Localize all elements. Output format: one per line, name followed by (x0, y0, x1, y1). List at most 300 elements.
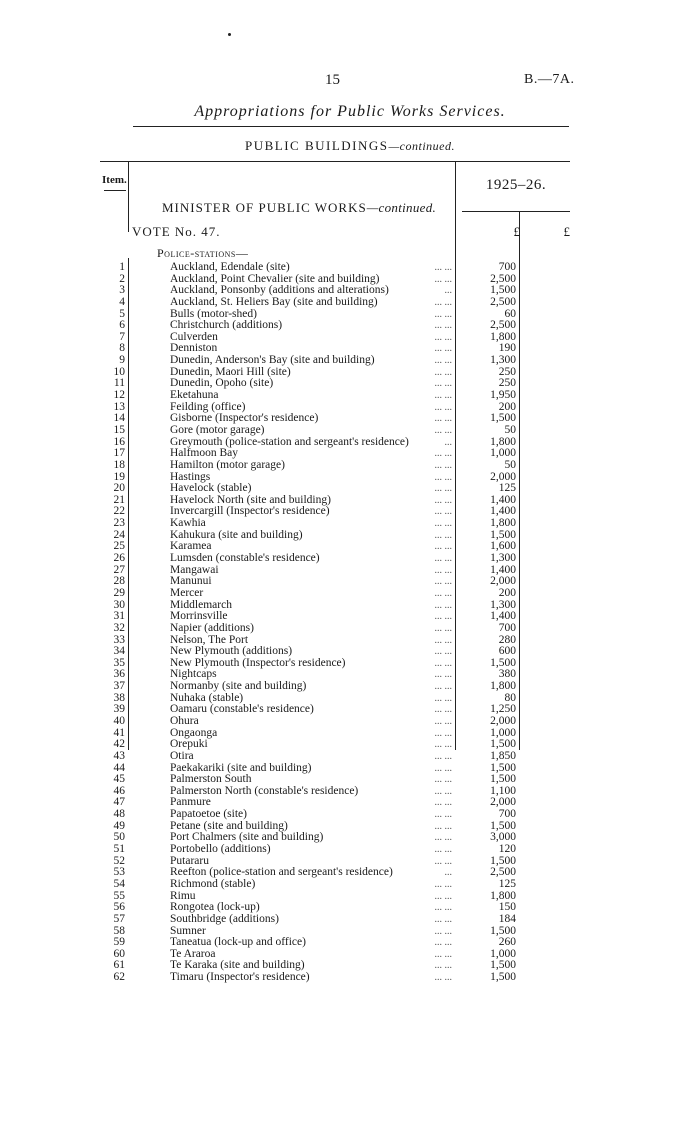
dot-leader: ... ... (434, 750, 452, 762)
item-amount: 190 (498, 342, 516, 355)
table-row (0, 867, 700, 879)
item-number: 30 (113, 598, 125, 611)
dot-leader: ... ... (434, 797, 452, 809)
dot-leader: ... ... (434, 657, 452, 669)
item-amount: 1,500 (490, 761, 516, 774)
dot-leader: ... ... (434, 483, 452, 495)
dot-leader: ... ... (434, 262, 452, 273)
item-amount: 80 (504, 691, 516, 704)
item-description: Normanby (site and building) (170, 680, 307, 693)
table-row (0, 518, 700, 530)
dot-leader: ... ... (434, 331, 452, 343)
item-number: 26 (113, 552, 125, 565)
minister-heading (162, 200, 436, 216)
dot-leader: ... ... (434, 599, 452, 611)
table-row (0, 797, 700, 809)
table-row (0, 472, 700, 484)
item-number: 14 (113, 412, 125, 425)
dot-leader: ... ... (434, 494, 452, 506)
table-row (0, 623, 700, 635)
item-description: Dunedin, Opoho (site) (170, 377, 274, 390)
item-amount: 1,800 (490, 330, 516, 343)
item-amount: 2,000 (490, 470, 516, 483)
item-description: Auckland, Ponsonby (additions and alterations) (170, 284, 389, 297)
dot-leader: ... ... (434, 878, 452, 890)
dot-leader: ... ... (434, 715, 452, 727)
table-row (0, 332, 700, 344)
year-column-header: 1925–26. (485, 177, 547, 193)
item-description: Otira (170, 749, 194, 762)
item-number: 43 (113, 749, 125, 762)
table-row (0, 576, 700, 588)
dot-leader: ... ... (434, 308, 452, 320)
item-number: 2 (119, 272, 125, 285)
item-number: 11 (113, 377, 125, 390)
item-description: Havelock North (site and building) (170, 493, 331, 506)
section-title-text: PUBLIC BUILDINGS (244, 138, 389, 153)
item-description: Auckland, St. Heliers Bay (site and building) (170, 295, 378, 308)
item-number: 36 (113, 668, 125, 681)
item-amount: 150 (498, 901, 516, 914)
item-description: Taneatua (lock-up and office) (170, 936, 306, 949)
dot-leader: ... ... (434, 518, 452, 530)
year-header-underline (462, 211, 570, 212)
item-number: 58 (113, 924, 125, 937)
item-description: Auckland, Edendale (site) (170, 261, 290, 273)
item-description: Southbridge (additions) (170, 912, 279, 925)
item-amount: 1,500 (490, 924, 516, 937)
table-row (0, 530, 700, 542)
item-description: Kawhia (170, 517, 206, 530)
item-description: New Plymouth (Inspector's residence) (170, 656, 346, 669)
item-amount: 1,500 (490, 738, 516, 751)
item-description: Ohura (170, 714, 199, 727)
item-description: Mangawai (170, 563, 219, 576)
item-number: 45 (113, 773, 125, 786)
table-row (0, 926, 700, 938)
item-number: 24 (113, 528, 125, 541)
item-description: Petane (site and building) (170, 819, 288, 832)
item-description: Hamilton (motor garage) (170, 458, 285, 471)
item-description: Mercer (170, 586, 204, 599)
item-number: 13 (113, 400, 125, 413)
police-stations-subheading: Police-stations— (157, 246, 249, 260)
table-row (0, 425, 700, 437)
table-row (0, 949, 700, 961)
table-row (0, 972, 700, 984)
item-number: 8 (119, 342, 125, 355)
item-number: 1 (119, 261, 125, 273)
dot-leader: ... ... (434, 413, 452, 425)
item-number: 41 (113, 726, 125, 739)
table-row (0, 635, 700, 647)
item-amount: 184 (498, 912, 516, 925)
item-amount: 1,500 (490, 773, 516, 786)
dot-leader: ... ... (434, 378, 452, 390)
table-row (0, 681, 700, 693)
item-amount: 700 (498, 261, 516, 273)
item-amount: 1,800 (490, 517, 516, 530)
table-row (0, 297, 700, 309)
item-amount: 1,100 (490, 784, 516, 797)
item-number: 17 (113, 447, 125, 460)
item-description: Port Chalmers (site and building) (170, 831, 324, 844)
table-row (0, 763, 700, 775)
item-amount: 1,950 (490, 389, 516, 402)
item-description: Bulls (motor-shed) (170, 307, 257, 320)
dot-leader: ... ... (434, 972, 452, 984)
item-description: Denniston (170, 342, 218, 355)
item-description: Rongotea (lock-up) (170, 901, 260, 914)
item-number: 35 (113, 656, 125, 669)
table-row (0, 506, 700, 518)
table-row (0, 390, 700, 402)
item-description: Papatoetoe (site) (170, 808, 247, 821)
item-amount: 120 (498, 843, 516, 856)
item-number: 27 (113, 563, 125, 576)
item-number: 51 (113, 843, 125, 856)
table-row (0, 716, 700, 728)
item-amount: 50 (504, 423, 516, 436)
item-number: 48 (113, 808, 125, 821)
item-amount: 60 (504, 307, 516, 320)
dot-leader: ... ... (434, 448, 452, 460)
dot-leader: ... ... (434, 564, 452, 576)
dot-leader: ... ... (434, 809, 452, 821)
item-number: 10 (113, 365, 125, 378)
dot-leader: ... (444, 436, 452, 448)
item-amount: 1,000 (490, 726, 516, 739)
item-amount: 3,000 (490, 831, 516, 844)
table-row (0, 448, 700, 460)
dot-leader: ... ... (434, 553, 452, 565)
table-row (0, 693, 700, 705)
item-amount: 1,300 (490, 354, 516, 367)
item-amount: 1,600 (490, 540, 516, 553)
table-row (0, 355, 700, 367)
item-description: Ongaonga (170, 726, 218, 739)
item-number: 49 (113, 819, 125, 832)
item-number: 60 (113, 947, 125, 960)
table-row (0, 669, 700, 681)
table-row (0, 844, 700, 856)
item-number: 22 (113, 505, 125, 518)
dot-leader: ... ... (434, 925, 452, 937)
document-reference: B.—7A. (524, 72, 575, 87)
item-description: Nelson, The Port (170, 633, 249, 646)
item-number: 42 (113, 738, 125, 751)
item-amount: 250 (498, 365, 516, 378)
item-description: Culverden (170, 330, 218, 343)
dot-leader: ... ... (434, 844, 452, 856)
title-rule (133, 126, 569, 127)
dot-leader: ... ... (434, 576, 452, 588)
item-number: 12 (113, 389, 125, 402)
item-description: Morrinsville (170, 610, 228, 623)
item-number: 38 (113, 691, 125, 704)
table-row (0, 309, 700, 321)
item-description: Putararu (170, 854, 209, 867)
item-amount: 2,000 (490, 796, 516, 809)
dot-leader: ... ... (434, 424, 452, 436)
item-description: Paekakariki (site and building) (170, 761, 312, 774)
dot-leader: ... ... (434, 296, 452, 308)
table-top-rule (100, 161, 570, 162)
item-amount: 1,500 (490, 528, 516, 541)
dot-leader: ... ... (434, 669, 452, 681)
item-description: Gisborne (Inspector's residence) (170, 412, 319, 425)
item-amount: 1,500 (490, 971, 516, 984)
item-description: Halfmoon Bay (170, 447, 239, 460)
table-row (0, 413, 700, 425)
table-row (0, 751, 700, 763)
vote-heading: VOTE No. 47. (132, 224, 221, 239)
item-description: Christchurch (additions) (170, 319, 283, 332)
item-amount: 2,000 (490, 714, 516, 727)
dot-leader: ... ... (434, 890, 452, 902)
item-description: Richmond (stable) (170, 877, 256, 890)
item-amount: 2,500 (490, 272, 516, 285)
item-number: 5 (119, 307, 125, 320)
item-description: Nuhaka (stable) (170, 691, 244, 704)
item-amount: 2,500 (490, 295, 516, 308)
item-amount: 700 (498, 621, 516, 634)
print-mark (228, 33, 231, 36)
item-amount: 1,800 (490, 680, 516, 693)
table-row (0, 809, 700, 821)
dot-leader: ... ... (434, 832, 452, 844)
item-description: Havelock (stable) (170, 482, 252, 495)
dot-leader: ... (444, 867, 452, 879)
table-row (0, 320, 700, 332)
item-description: Dunedin, Maori Hill (site) (170, 365, 291, 378)
item-number: 62 (113, 971, 125, 984)
item-number: 56 (113, 901, 125, 914)
table-row (0, 483, 700, 495)
dot-leader: ... ... (434, 343, 452, 355)
table-row (0, 786, 700, 798)
item-amount: 1,800 (490, 889, 516, 902)
item-amount: 260 (498, 936, 516, 949)
item-number: 44 (113, 761, 125, 774)
item-description: Nightcaps (170, 668, 217, 681)
item-number: 34 (113, 645, 125, 658)
table-row (0, 367, 700, 379)
item-number: 23 (113, 517, 125, 530)
dot-leader: ... ... (434, 611, 452, 623)
table-row (0, 378, 700, 390)
item-description: Palmerston North (constable's residence) (170, 784, 359, 797)
dot-leader: ... ... (434, 855, 452, 867)
dot-leader: ... ... (434, 587, 452, 599)
item-amount: 280 (498, 633, 516, 646)
appropriations-list (0, 262, 700, 984)
dot-leader: ... ... (434, 529, 452, 541)
item-description: Napier (additions) (170, 621, 254, 634)
dot-leader: ... ... (434, 459, 452, 471)
currency-symbol-total: £ (563, 224, 570, 239)
item-amount: 1,850 (490, 749, 516, 762)
item-amount: 1,500 (490, 959, 516, 972)
item-description: Oamaru (constable's residence) (170, 703, 314, 716)
dot-leader: ... ... (434, 762, 452, 774)
item-amount: 250 (498, 377, 516, 390)
dot-leader: ... ... (434, 390, 452, 402)
item-number: 20 (113, 482, 125, 495)
item-number: 32 (113, 621, 125, 634)
section-continued: —continued. (388, 139, 456, 153)
item-number: 50 (113, 831, 125, 844)
item-description: Manunui (170, 575, 212, 588)
item-amount: 125 (498, 482, 516, 495)
item-amount: 2,500 (490, 866, 516, 879)
item-number: 31 (113, 610, 125, 623)
item-description: Greymouth (police-station and sergeant's residence) (170, 435, 409, 448)
item-description: Lumsden (constable's residence) (170, 552, 320, 565)
table-row (0, 821, 700, 833)
table-row (0, 402, 700, 414)
dot-leader: ... ... (434, 960, 452, 972)
item-number: 6 (119, 319, 125, 332)
dot-leader: ... ... (434, 366, 452, 378)
dot-leader: ... ... (434, 471, 452, 483)
dot-leader: ... ... (434, 820, 452, 832)
item-number: 55 (113, 889, 125, 902)
item-amount: 1,500 (490, 412, 516, 425)
item-amount: 1,500 (490, 284, 516, 297)
item-amount: 200 (498, 586, 516, 599)
item-amount: 1,500 (490, 819, 516, 832)
table-row (0, 646, 700, 658)
item-description: Te Karaka (site and building) (170, 959, 305, 972)
item-amount: 200 (498, 400, 516, 413)
item-description: Eketahuna (170, 389, 219, 402)
dot-leader: ... ... (434, 355, 452, 367)
table-row (0, 728, 700, 740)
item-description: Middlemarch (170, 598, 232, 611)
item-description: Karamea (170, 540, 212, 553)
item-amount: 1,400 (490, 493, 516, 506)
dot-leader: ... ... (434, 948, 452, 960)
item-number: 39 (113, 703, 125, 716)
dot-leader: ... ... (434, 937, 452, 949)
item-amount: 700 (498, 808, 516, 821)
item-amount: 125 (498, 877, 516, 890)
table-row (0, 832, 700, 844)
item-amount: 380 (498, 668, 516, 681)
table-row (0, 495, 700, 507)
item-number: 7 (119, 330, 125, 343)
dot-leader: ... ... (434, 646, 452, 658)
item-description: Orepuki (170, 738, 208, 751)
dot-leader: ... ... (434, 902, 452, 914)
item-description: Timaru (Inspector's residence) (170, 971, 310, 984)
item-description: Rimu (170, 889, 196, 902)
dot-leader: ... ... (434, 634, 452, 646)
currency-symbol-items: £ (513, 224, 520, 239)
item-column-divider-top (128, 162, 129, 232)
item-amount: 1,500 (490, 656, 516, 669)
item-number: 53 (113, 866, 125, 879)
item-description: Gore (motor garage) (170, 423, 265, 436)
table-row (0, 611, 700, 623)
table-row (0, 704, 700, 716)
dot-leader: ... ... (434, 739, 452, 751)
minister-heading-text: MINISTER OF PUBLIC WORKS (162, 200, 367, 215)
item-description: Panmure (170, 796, 211, 809)
item-amount: 1,000 (490, 947, 516, 960)
item-description: Auckland, Point Chevalier (site and building) (170, 272, 380, 285)
item-column-header: Item. (102, 174, 127, 186)
table-row (0, 739, 700, 751)
item-description: Sumner (170, 924, 206, 937)
item-description: Dunedin, Anderson's Bay (site and building) (170, 354, 375, 367)
item-amount: 600 (498, 645, 516, 658)
table-row (0, 658, 700, 670)
item-amount: 2,500 (490, 319, 516, 332)
dot-leader: ... ... (434, 622, 452, 634)
item-number: 29 (113, 586, 125, 599)
table-row (0, 937, 700, 949)
item-description: New Plymouth (additions) (170, 645, 293, 658)
table-row (0, 600, 700, 612)
dot-leader: ... ... (434, 727, 452, 739)
item-number: 61 (113, 959, 125, 972)
item-description: Palmerston South (170, 773, 252, 786)
dot-leader: ... ... (434, 681, 452, 693)
item-number: 52 (113, 854, 125, 867)
table-row (0, 960, 700, 972)
dot-leader: ... ... (434, 541, 452, 553)
table-row (0, 553, 700, 565)
table-row (0, 914, 700, 926)
item-amount: 1,400 (490, 610, 516, 623)
dot-leader: ... ... (434, 401, 452, 413)
item-header-underline (104, 190, 126, 191)
table-row (0, 565, 700, 577)
item-amount: 1,300 (490, 598, 516, 611)
dot-leader: ... ... (434, 785, 452, 797)
dot-leader: ... ... (434, 320, 452, 332)
item-number: 57 (113, 912, 125, 925)
item-number: 16 (113, 435, 125, 448)
item-number: 47 (113, 796, 125, 809)
table-row (0, 437, 700, 449)
table-row (0, 879, 700, 891)
item-amount: 1,400 (490, 563, 516, 576)
item-description: Invercargill (Inspector's residence) (170, 505, 330, 518)
item-number: 9 (119, 354, 125, 367)
table-row (0, 902, 700, 914)
item-amount: 1,400 (490, 505, 516, 518)
item-number: 19 (113, 470, 125, 483)
item-amount: 1,500 (490, 854, 516, 867)
item-description: Feilding (office) (170, 400, 246, 413)
item-number: 46 (113, 784, 125, 797)
item-description: Hastings (170, 470, 211, 483)
dot-leader: ... ... (434, 692, 452, 704)
dot-leader: ... ... (434, 774, 452, 786)
item-amount: 2,000 (490, 575, 516, 588)
dot-leader: ... (444, 285, 452, 297)
item-number: 21 (113, 493, 125, 506)
dot-leader: ... ... (434, 913, 452, 925)
minister-heading-continued: —continued. (366, 200, 437, 215)
item-number: 40 (113, 714, 125, 727)
table-row (0, 262, 700, 274)
item-number: 37 (113, 680, 125, 693)
item-number: 28 (113, 575, 125, 588)
